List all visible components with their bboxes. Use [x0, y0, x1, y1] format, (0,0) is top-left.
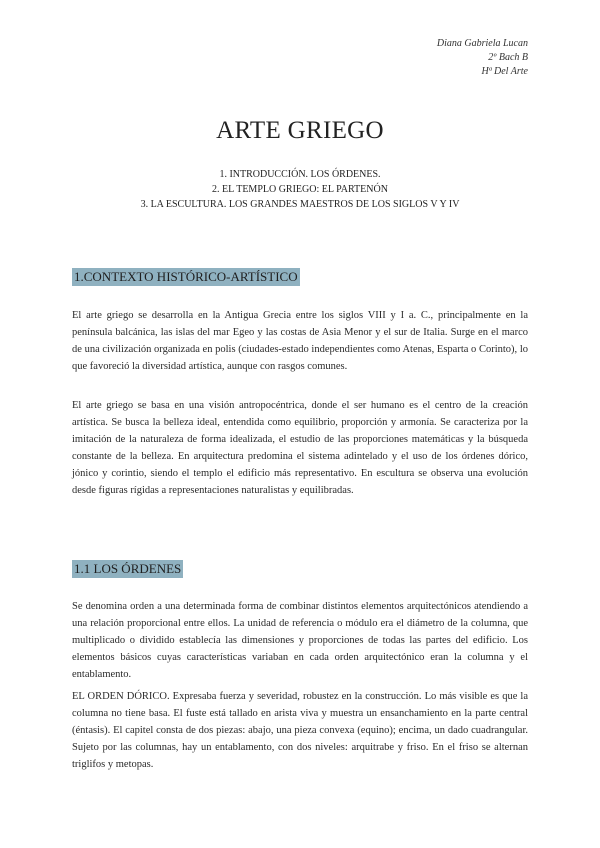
section-heading-contexto: 1.CONTEXTO HISTÓRICO-ARTÍSTICO — [74, 269, 298, 284]
author-name: Diana Gabriela Lucan — [436, 38, 528, 49]
paragraph: Se denomina orden a una determinada forma de combinar distintos elementos arquitectónicos atendiendo a una relación proporcional entre ellos. La unidad de referencia o módulo era el diámetro de la columna, que multiplicado o dividido establecía las dimensiones y proporciones de todas las partes del edificio. Los elementos básicos cuyas características variaban en cada orden arquitectónico eran la columna y el entablamento. — [72, 601, 528, 680]
paragraph: El arte griego se desarrolla en la Antigua Grecia entre los siglos VIII y I a. C., principalmente en la península balcánica, las islas del mar Egeo y las costas de Asia Menor y el sur de Italia. Surge en el marco de una civilización organizada en polis (ciudades-estado independientes como Atenas, Esparta o Corinto), lo que favoreció la diversidad artística, aunque con rasgos comunes. — [72, 310, 528, 372]
paragraph: El arte griego se basa en una visión antropocéntrica, donde el ser humano es el centro de la creación artística. Se busca la belleza ideal, entendida como equilibrio, proporción y armonía. Se caracteriza por la imitación de la naturaleza de forma idealizada, el estudio de las proporciones matemáticas y la búsqueda constante de la belleza. En arquitectura predomina el sistema adintelado y el uso de los órdenes dórico, jónico y corintio, siendo el templo el edificio más representativo. En escultura se observa una evolución desde figuras rígidas a representaciones naturalistas y equilibradas. — [72, 400, 528, 496]
author-block — [437, 37, 528, 79]
toc-item: 2. EL TEMPLO GRIEGO: EL PARTENÓN — [212, 184, 388, 195]
toc-item: 3. LA ESCULTURA. LOS GRANDES MAESTROS DE LOS SIGLOS V Y IV — [140, 199, 460, 210]
section-heading-ordenes: 1.1 LOS ÓRDENES — [74, 561, 182, 576]
table-of-contents — [0, 167, 600, 212]
author-subject: Hª Del Arte — [481, 66, 528, 77]
toc-item: 1. INTRODUCCIÓN. LOS ÓRDENES. — [219, 169, 381, 180]
paragraph: EL ORDEN DÓRICO. Expresaba fuerza y severidad, robustez en la construcción. Lo más visible es que la columna no tiene basa. El fuste está tallado en arista viva y muestra un ensanchamiento en la parte central (éntasis). El capitel consta de dos piezas: abajo, una pieza convexa (equino); encima, un dado cuadrangular. Sujeto por las columnas, hay un entablamento, con dos niveles: arquitrabe y friso. En el friso se alternan triglifos y metopas. — [72, 691, 528, 770]
author-course: 2º Bach B — [488, 52, 528, 63]
page-title: ARTE GRIEGO — [216, 117, 384, 144]
